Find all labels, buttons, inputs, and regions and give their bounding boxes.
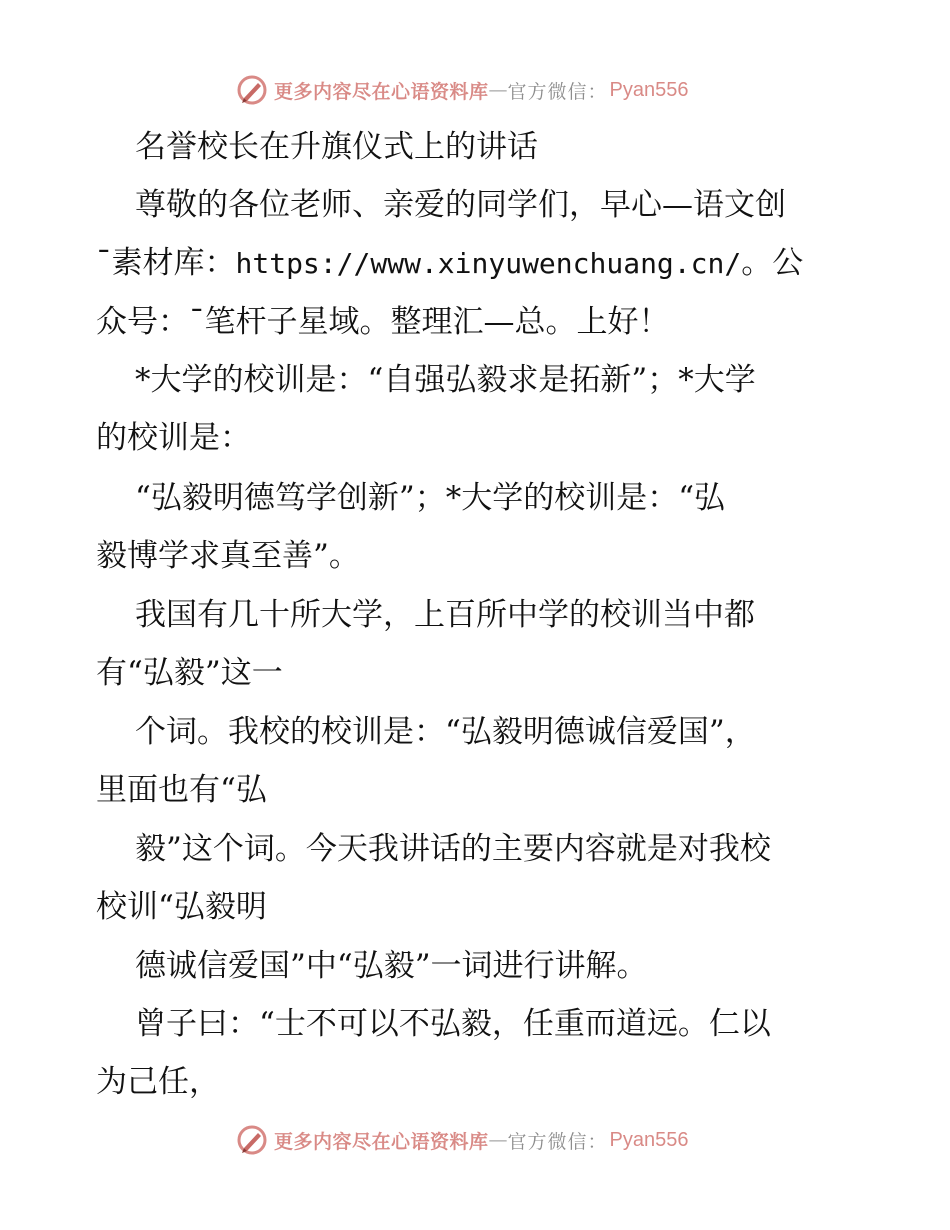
text-line: 的校训是： [96, 420, 251, 456]
text-line: 为己任， [96, 1064, 220, 1100]
banner-separator: — [488, 1129, 508, 1151]
text-line: 众号：¯笔杆子星域。整理汇—总。上好！ [96, 304, 670, 340]
text-line: 个词。我校的校训是：“弘毅明德诚信爱国”， [135, 714, 756, 750]
text-line: 尊敬的各位老师、亲爱的同学们，早心—语文创 [135, 187, 786, 223]
banner-sub-text: 官方微信： [507, 1130, 608, 1153]
banner-account-id: Pyan556 [609, 1128, 689, 1151]
header-banner [236, 72, 689, 108]
text-fragment: 。公 [741, 245, 804, 281]
text-line: 毅博学求真至善”。 [96, 538, 360, 574]
pen-logo-icon [236, 1124, 268, 1156]
banner-sub-text: 官方微信： [507, 80, 608, 103]
footer-banner [236, 1122, 689, 1158]
pen-logo-icon [236, 74, 268, 106]
text-line: 我国有几十所大学，上百所中学的校训当中都 [135, 597, 755, 633]
banner-main-text: 更多内容尽在心语资料库 [274, 80, 489, 103]
banner-main-text: 更多内容尽在心语资料库 [274, 1130, 489, 1153]
banner-account-id: Pyan556 [609, 78, 689, 101]
text-line [96, 243, 803, 284]
text-line: 曾子曰：“士不可以不弘毅，任重而道远。仁以 [135, 1006, 771, 1042]
text-line: 德诚信爱国”中“弘毅”一词进行讲解。 [135, 948, 648, 984]
text-fragment: ¯素材库： [96, 245, 236, 281]
url-text: https://www.xinyuwenchuang.cn/ [235, 247, 742, 280]
document-title: 名誉校长在升旗仪式上的讲话 [135, 129, 538, 165]
text-line: 里面也有“弘 [96, 772, 267, 808]
banner-separator: — [488, 79, 508, 101]
text-line: 校训“弘毅明 [96, 889, 267, 925]
text-line: *大学的校训是：“自强弘毅求是拓新”；*大学 [135, 362, 756, 398]
text-line: “弘毅明德笃学创新”；*大学的校训是：“弘 [135, 480, 726, 516]
text-line: 有“弘毅”这一 [96, 655, 283, 691]
text-line: 毅”这个词。今天我讲话的主要内容就是对我校 [135, 831, 771, 867]
